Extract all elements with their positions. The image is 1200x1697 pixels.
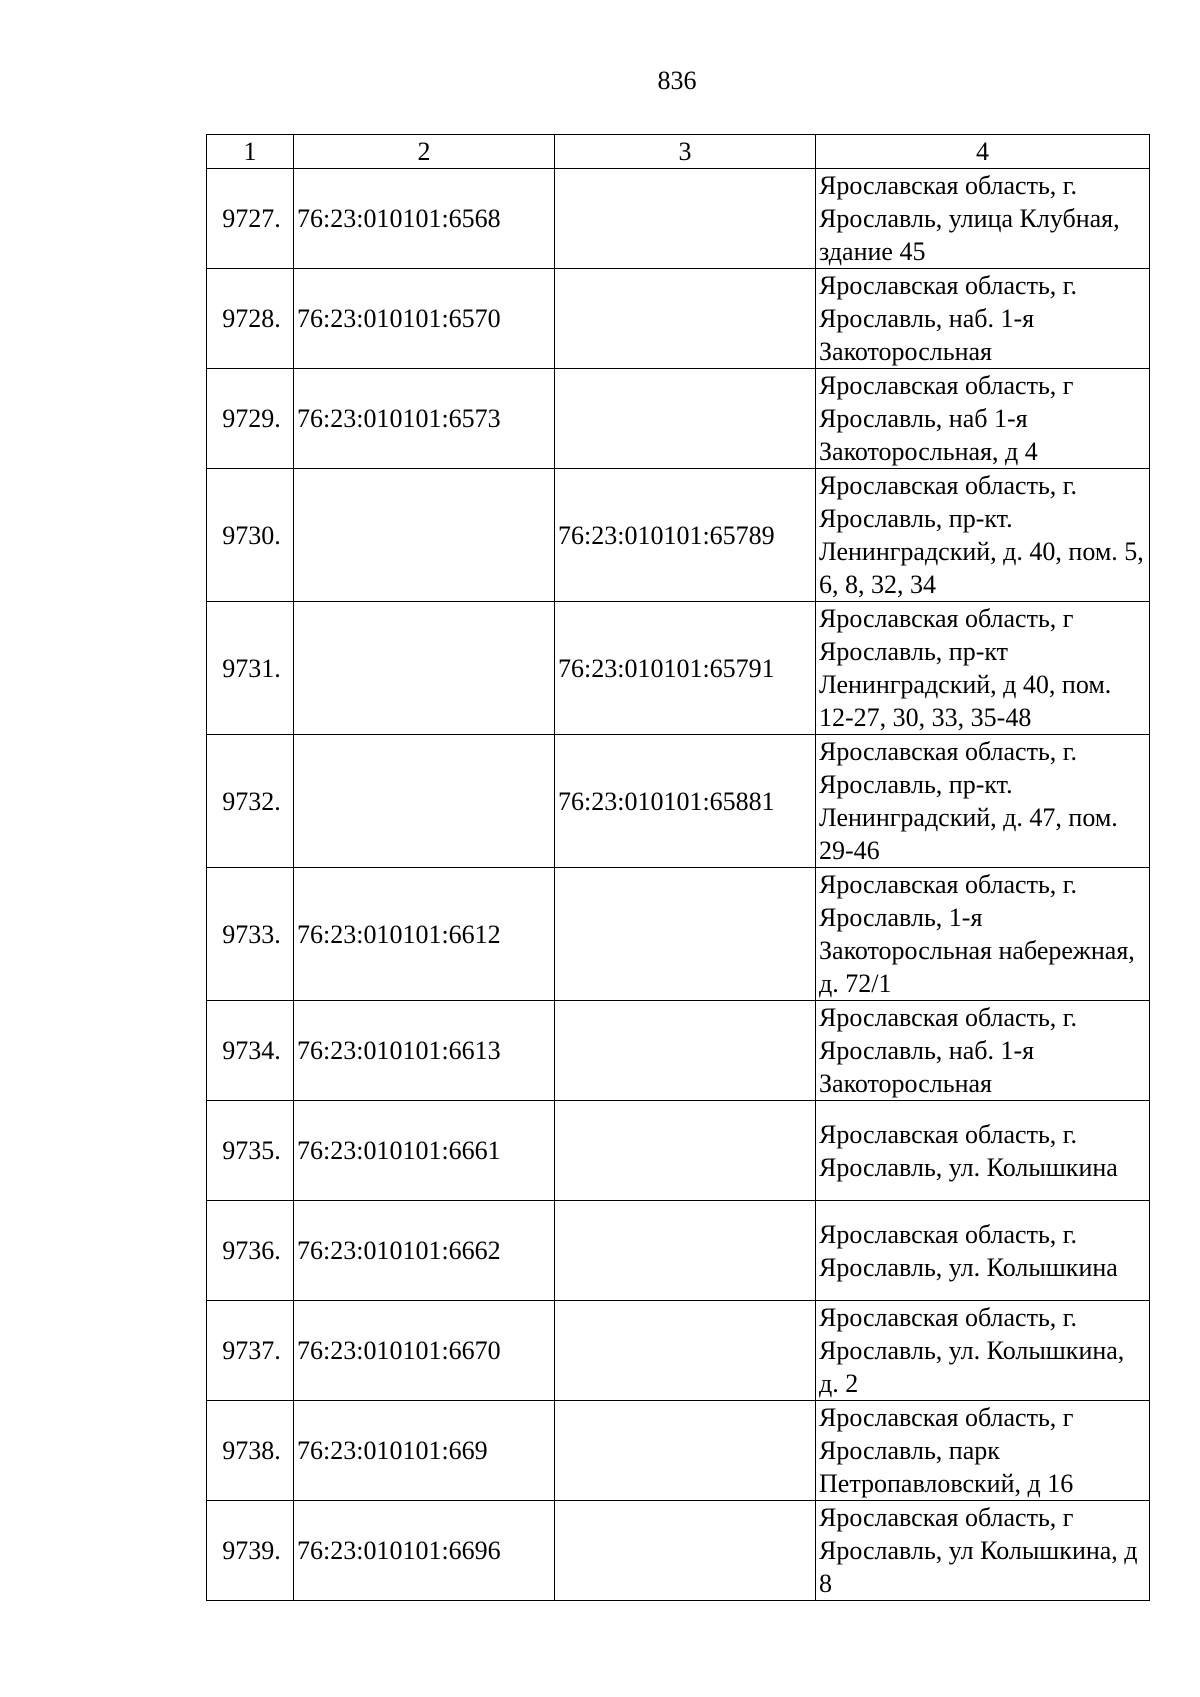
- table-row: [207, 1401, 1150, 1501]
- linked-cadastral-number: [555, 269, 816, 369]
- row-number: 9736.: [207, 1201, 294, 1301]
- cadastral-number: 76:23:010101:6696: [294, 1501, 555, 1601]
- table-row: [207, 1101, 1150, 1201]
- table-row: [207, 469, 1150, 602]
- row-number: 9735.: [207, 1101, 294, 1201]
- column-header-2: 2: [294, 135, 555, 169]
- table-row: [207, 269, 1150, 369]
- column-header-4: 4: [816, 135, 1150, 169]
- cadastral-number: 76:23:010101:6661: [294, 1101, 555, 1201]
- address: Ярославская область, г. Ярославль, 1-я Закоторосльная набережная, д. 72/1: [816, 868, 1150, 1001]
- linked-cadastral-number: [555, 1401, 816, 1501]
- linked-cadastral-number: [555, 1301, 816, 1401]
- table-header-row: [207, 135, 1150, 169]
- table-row: [207, 1301, 1150, 1401]
- address: Ярославская область, г Ярославль, наб 1-я Закоторосльная, д 4: [816, 369, 1150, 469]
- linked-cadastral-number: 76:23:010101:65789: [555, 469, 816, 602]
- cadastral-number: 76:23:010101:6568: [294, 169, 555, 269]
- row-number: 9729.: [207, 369, 294, 469]
- linked-cadastral-number: 76:23:010101:65881: [555, 735, 816, 868]
- linked-cadastral-number: [555, 169, 816, 269]
- linked-cadastral-number: [555, 369, 816, 469]
- row-number: 9732.: [207, 735, 294, 868]
- table-row: [207, 1201, 1150, 1301]
- linked-cadastral-number: 76:23:010101:65791: [555, 602, 816, 735]
- row-number: 9727.: [207, 169, 294, 269]
- column-header-1: 1: [207, 135, 294, 169]
- address: Ярославская область, г. Ярославль, наб. 1-я Закоторосльная: [816, 1001, 1150, 1101]
- address: Ярославская область, г. Ярославль, ул. Колышкина: [816, 1201, 1150, 1301]
- row-number: 9739.: [207, 1501, 294, 1601]
- table-row: [207, 369, 1150, 469]
- linked-cadastral-number: [555, 1201, 816, 1301]
- table-row: [207, 735, 1150, 868]
- linked-cadastral-number: [555, 1001, 816, 1101]
- cadastral-number: 76:23:010101:6570: [294, 269, 555, 369]
- address: Ярославская область, г. Ярославль, пр-кт. Ленинградский, д. 47, пом. 29-46: [816, 735, 1150, 868]
- address: Ярославская область, г. Ярославль, наб. 1-я Закоторосльная: [816, 269, 1150, 369]
- row-number: 9731.: [207, 602, 294, 735]
- row-number: 9738.: [207, 1401, 294, 1501]
- row-number: 9728.: [207, 269, 294, 369]
- cadastral-number: 76:23:010101:6573: [294, 369, 555, 469]
- cadastral-number: 76:23:010101:6662: [294, 1201, 555, 1301]
- table-row: [207, 169, 1150, 269]
- cadastral-number: 76:23:010101:6670: [294, 1301, 555, 1401]
- linked-cadastral-number: [555, 1501, 816, 1601]
- address: Ярославская область, г. Ярославль, пр-кт. Ленинградский, д. 40, пом. 5, 6, 8, 32, 34: [816, 469, 1150, 602]
- linked-cadastral-number: [555, 868, 816, 1001]
- cadastral-number: 76:23:010101:669: [294, 1401, 555, 1501]
- cadastral-number: [294, 469, 555, 602]
- table-row: [207, 1501, 1150, 1601]
- address: Ярославская область, г. Ярославль, ул. Колышкина: [816, 1101, 1150, 1201]
- cadastral-number: [294, 602, 555, 735]
- cadastral-number: [294, 735, 555, 868]
- column-header-3: 3: [555, 135, 816, 169]
- address: Ярославская область, г Ярославль, парк Петропавловский, д 16: [816, 1401, 1150, 1501]
- linked-cadastral-number: [555, 1101, 816, 1201]
- table-row: [207, 602, 1150, 735]
- row-number: 9733.: [207, 868, 294, 1001]
- address: Ярославская область, г. Ярославль, улица Клубная, здание 45: [816, 169, 1150, 269]
- row-number: 9737.: [207, 1301, 294, 1401]
- table-row: [207, 868, 1150, 1001]
- page-number: 836: [657, 66, 697, 95]
- address: Ярославская область, г Ярославль, ул Колышкина, д 8: [816, 1501, 1150, 1601]
- address: Ярославская область, г. Ярославль, ул. Колышкина, д. 2: [816, 1301, 1150, 1401]
- table-row: [207, 1001, 1150, 1101]
- row-number: 9734.: [207, 1001, 294, 1101]
- registry-table: [206, 134, 1150, 1601]
- address: Ярославская область, г Ярославль, пр-кт Ленинградский, д 40, пом. 12-27, 30, 33, 35-48: [816, 602, 1150, 735]
- row-number: 9730.: [207, 469, 294, 602]
- cadastral-number: 76:23:010101:6612: [294, 868, 555, 1001]
- cadastral-number: 76:23:010101:6613: [294, 1001, 555, 1101]
